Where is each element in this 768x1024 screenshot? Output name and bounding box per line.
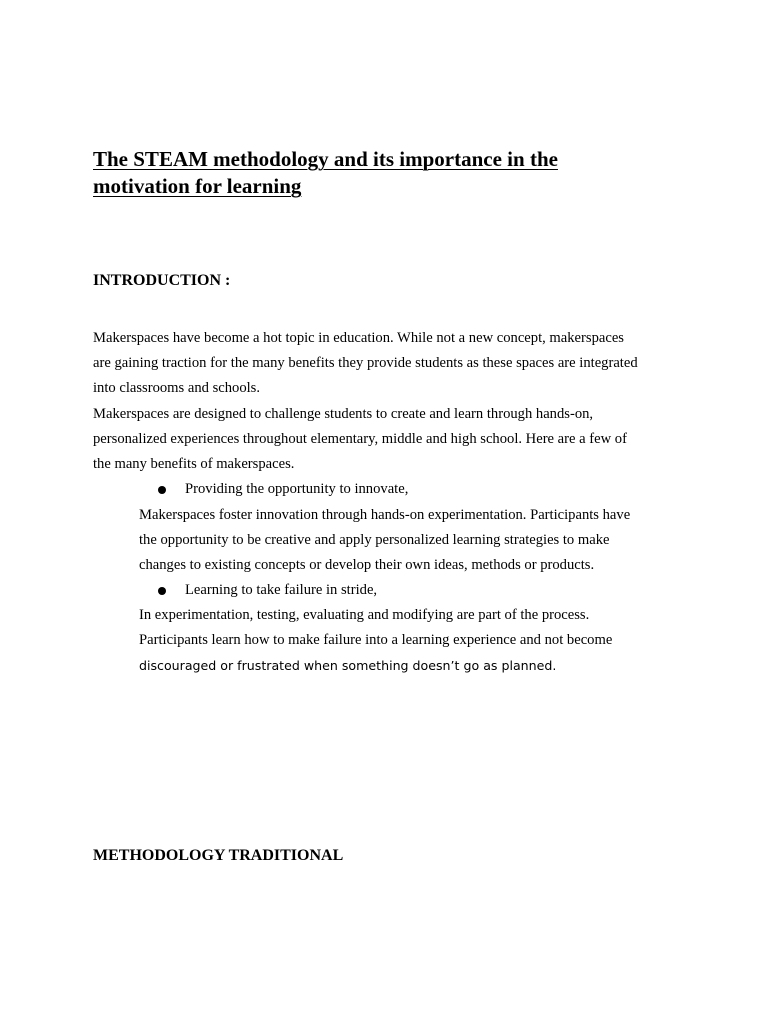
paragraph-line: into classrooms and schools.: [93, 380, 261, 396]
bullet-body-line: Participants learn how to make failure into a learning experience and not become: [139, 632, 613, 648]
bullet-icon: [158, 486, 166, 494]
bullet-body-line: changes to existing concepts or develop their own ideas, methods or products.: [139, 557, 595, 573]
bullet-body-line: discouraged or frustrated when something doesn’t go as planned.: [139, 658, 557, 673]
section-heading-introduction: INTRODUCTION :: [93, 272, 231, 289]
document-title: The STEAM methodology and its importance in the motivation for learning: [93, 147, 558, 198]
bullet-icon: [158, 587, 166, 595]
bullet-item-label: Providing the opportunity to innovate,: [185, 481, 409, 497]
bullet-body-line: In experimentation, testing, evaluating and modifying are part of the process.: [139, 607, 590, 623]
paragraph-line: Makerspaces have become a hot topic in education. While not a new concept, makerspaces: [93, 330, 624, 346]
bullet-body-line: Makerspaces foster innovation through hands-on experimentation. Participants have: [139, 507, 631, 523]
paragraph-line: personalized experiences throughout elementary, middle and high school. Here are a few of: [93, 431, 627, 447]
paragraph-line: are gaining traction for the many benefits they provide students as these spaces are integrated: [93, 355, 638, 371]
paragraph-line: Makerspaces are designed to challenge students to create and learn through hands-on,: [93, 406, 594, 422]
paragraph-line: the many benefits of makerspaces.: [93, 456, 295, 472]
section-heading-methodology: METHODOLOGY TRADITIONAL: [93, 847, 344, 864]
bullet-item-label: Learning to take failure in stride,: [185, 582, 378, 598]
bullet-body-line: the opportunity to be creative and apply personalized learning strategies to make: [139, 532, 610, 548]
